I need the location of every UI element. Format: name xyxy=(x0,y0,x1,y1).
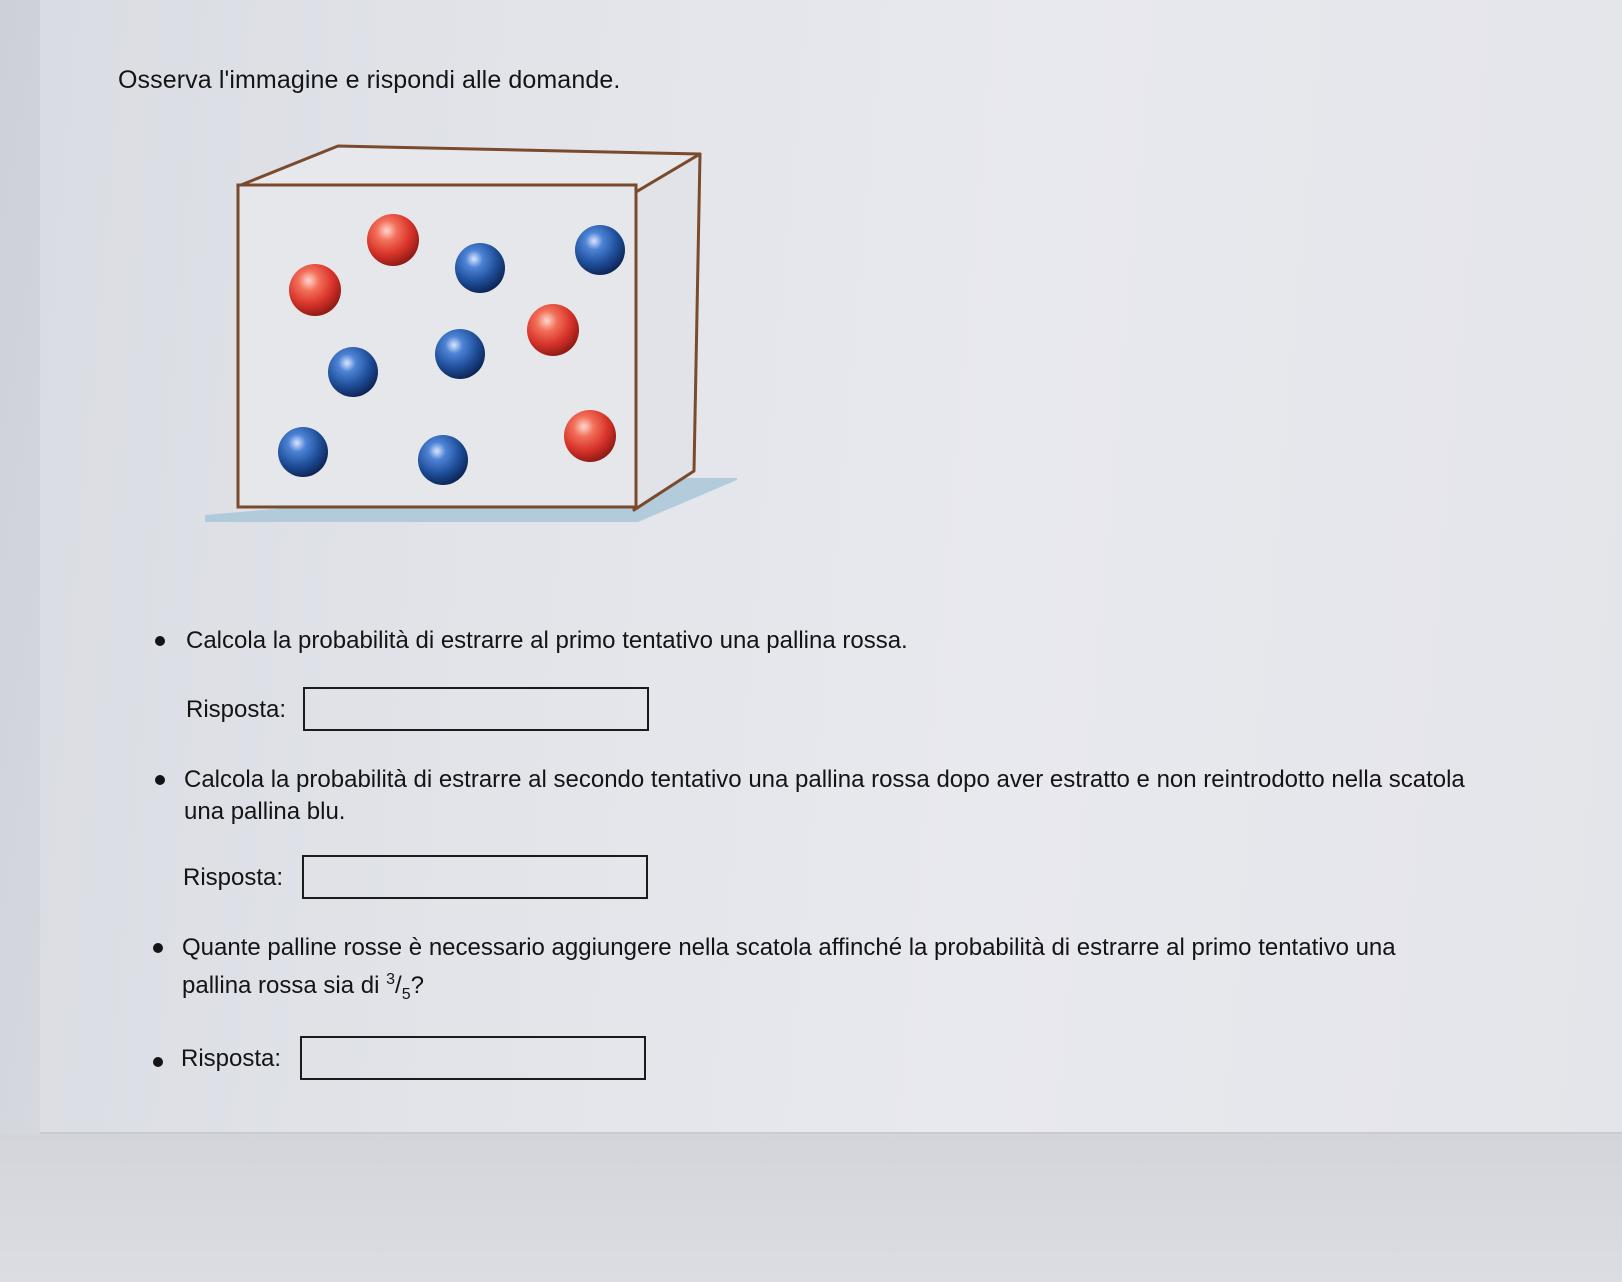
question-3-line-2-prefix: pallina rossa sia di xyxy=(182,972,387,999)
box-side xyxy=(634,154,700,510)
question-2-text xyxy=(184,764,1465,828)
question-3-line-2 xyxy=(182,964,1396,1011)
instruction-text: Osserva l'immagine e rispondi alle domande. xyxy=(118,66,621,94)
question-3-text xyxy=(182,932,1396,1011)
fraction-denominator: 5 xyxy=(401,985,411,1003)
question-3-line-2-suffix: ? xyxy=(410,972,424,999)
desk-surface xyxy=(0,1134,1622,1282)
fraction-slash: / xyxy=(395,972,402,999)
question-1-text: Calcola la probabilità di estrarre al primo tentativo una pallina rossa. xyxy=(186,627,908,654)
fraction-numerator: 3 xyxy=(386,971,396,988)
red-ball xyxy=(367,214,419,266)
blue-ball xyxy=(278,427,328,477)
blue-ball xyxy=(575,225,625,275)
red-ball xyxy=(527,304,579,356)
bullet-question-2 xyxy=(155,775,165,785)
answer-2-box[interactable] xyxy=(302,855,648,899)
blue-ball xyxy=(328,347,378,397)
question-2-line-2: una pallina blu. xyxy=(184,798,346,825)
red-ball xyxy=(564,410,616,462)
bullet-question-3 xyxy=(153,943,163,953)
blue-ball xyxy=(418,435,468,485)
question-3-line-1: Quante palline rosse è necessario aggiungere nella scatola affinché la probabilità di estrarre al primo tentativo una xyxy=(182,934,1396,961)
blue-ball xyxy=(455,243,505,293)
red-ball xyxy=(289,264,341,316)
answer-3-label: Risposta: xyxy=(181,1045,282,1072)
box-figure xyxy=(205,140,765,560)
answer-1-box[interactable] xyxy=(303,687,649,731)
answer-3-box[interactable] xyxy=(300,1036,646,1080)
bullet-answer-3 xyxy=(153,1057,163,1067)
bullet-question-1 xyxy=(155,636,165,646)
answer-2-label: Risposta: xyxy=(183,864,284,891)
blue-ball xyxy=(435,329,485,379)
question-2-line-1: Calcola la probabilità di estrarre al secondo tentativo una pallina rossa dopo aver estratto e non reintrodotto nella scatola xyxy=(184,766,1465,793)
answer-1-label: Risposta: xyxy=(186,696,287,723)
